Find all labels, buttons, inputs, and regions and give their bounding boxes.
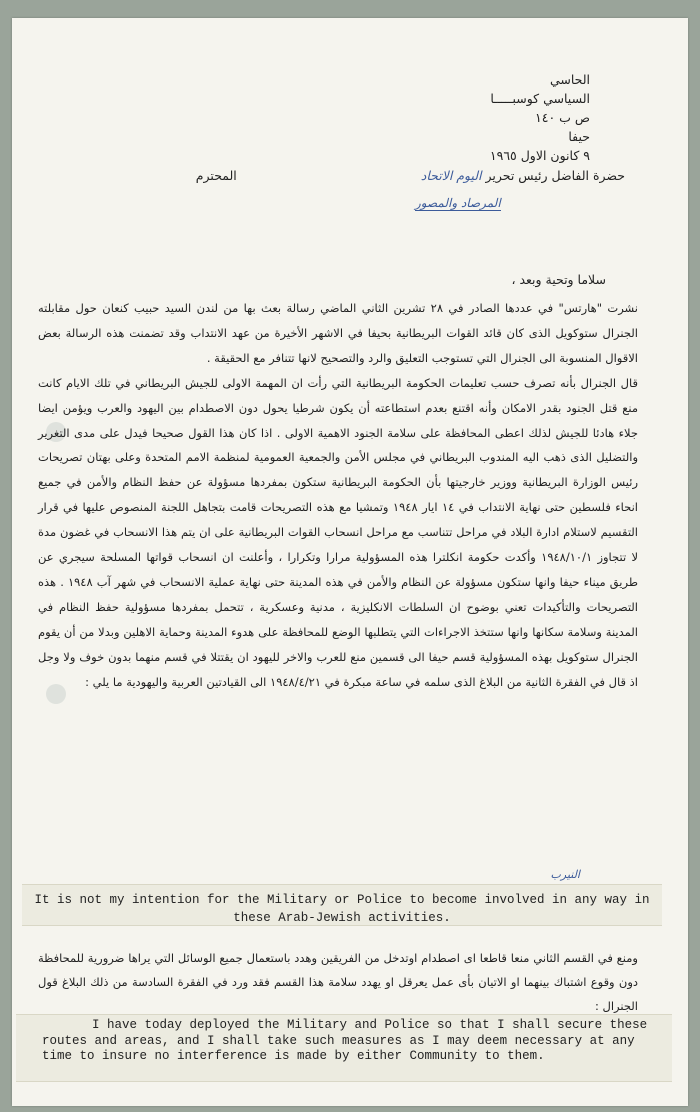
sender-name: الحاسي	[549, 72, 590, 87]
handwritten-mark: النيرب	[550, 868, 580, 881]
sender-city: حيفا	[568, 129, 590, 144]
quote-2-text: I have today deployed the Military and Police so that I shall secure these routes and areas, and I shall take such measures as I may deem necessary at any time to insure no interference is made by either Community to them.	[42, 1018, 648, 1063]
handwritten-newspaper-name: اليوم الاتحاد	[420, 168, 482, 183]
body-paragraph-3: ومنع في القسم الثاني منعا قاطعا اى اصطدام اوتدخل من الفريقين وهدد باستعمال جميع الوسائل التي يراها ضرورية للمحافظة دون وقوع اشتباك بينهما او الاتيان بأى عمل يعرقل او يهدد سلامة هذا القسم فقد ورد في الفقرة السادسة من ذلك البلاغ قول الجنرال :	[38, 951, 638, 1013]
quote-slip-2	[16, 1014, 672, 1082]
sender-surname: السياسي كوسبـــــا	[490, 91, 590, 106]
letter-body-continued	[38, 946, 638, 1018]
recipient-title: حضرة الفاضل رئيس تحرير	[485, 168, 625, 183]
sender-po-box: ص ب ١٤٠	[535, 110, 590, 125]
recipient-closing: المحترم	[195, 168, 237, 183]
greeting: سلاما وتحية وبعد ،	[511, 272, 606, 287]
letter-date: ٩ كانون الاول ١٩٦٥	[489, 148, 590, 163]
quote-slip-1	[22, 884, 662, 926]
letter-body	[38, 296, 638, 695]
quote-1-text: It is not my intention for the Military or Police to become involved in any way in these Arab-Jewish activities.	[34, 893, 650, 925]
body-paragraph-2: قال الجنرال بأنه تصرف حسب تعليمات الحكومة البريطانية التي رأت ان المهمة الاولى للجيش البريطاني في تلك الايام كانت منع قتل الجنود بقدر الامكان وأنه اقتنع بعدم استطاعته أن يكون شرطيا يحول دون الاصطدام بين اليهود والعرب ويؤمن ايضا جلاء هادئا للجيش لذلك اعطى المحافظة على سلامة الجنود الاهمية الاولى . اذا كان هذا القول صحيحا فيدل على مدى التغرير والتضليل الذى ذهب اليه المندوب البريطاني في مجلس الأمن والجمعية العمومية لمنظمة الامم المتحدة وعلى بهتان تصريحات رئيس الوزارة البريطانية ووزير خارجيتها بأن الحكومة البريطانية ستكون بمفردها مسؤولة عن حفظ النظام والأمن في جميع انحاء فلسطين حتى نهاية الانتداب في ١٤ ايار ١٩٤٨ وتمشيا مع هذه التصريحات قامت بتجاهل اللجنة المنصوص عليها في قرار التقسيم لاستلام ادارة البلاد في مراحل تتناسب مع مراحل انسحاب القوات البريطانية على ان يتم هذا الانسحاب في غضون مدة لا تتجاوز ١٩٤٨/١٠/١ وأكدت حكومة انكلترا هذه المسؤولية مرارا وتكرارا ، وأعلنت ان انسحاب قواتها المسلحة سيجري عن طريق ميناء حيفا وانها ستكون مسؤولة عن النظام والأمن في هذه المدينة حتى نهاية عملية الانسحاب في شهر آب ١٩٤٨ . هذه التصريحات والتأكيدات تعني بوضوح ان السلطات الانكليزية ، مدنية وعسكرية ، تتحمل بمفردها مسؤولية حفظ النظام في المدينة وسلامة سكانها وانها ستتخذ الاجراءات التي يتطلبها الوضع للمحافظة على هدوء المدينة وحماية الاهلين وبدلا من أن يقوم الجنرال ستوكويل بهذه المسؤولية قسم حيفا الى قسمين منع للعرب والاخر لليهود ان يقتتلا في قسم منهما بدون خوف ولا وجل اذ قال في الفقرة الثانية من البلاغ الذى سلمه في ساعة مبكرة في ١٩٤٨/٤/٢١ الى القيادتين العربية واليهودية ما يلي :	[38, 375, 639, 689]
sender-address	[350, 70, 590, 165]
handwritten-note: المرصاد والمصور	[415, 196, 501, 210]
body-paragraph-1: نشرت "هارتس" في عددها الصادر في ٢٨ تشرين الثاني الماضي رسالة بعث بها من لندن السيد حبيب كنعان حول مقابلته الجنرال ستوكويل الذى كان قائد القوات البريطانية بحيفا في الاشهر الأخيرة من عهد الانتداب وقد تضمنت هذه الرسالة بعض الاقوال المنسوبة الى الجنرال التي تستوجب التعليق والرد والتصحيح لانها تتنافر مع الحقيقة .	[38, 301, 638, 365]
recipient-line	[196, 168, 625, 183]
